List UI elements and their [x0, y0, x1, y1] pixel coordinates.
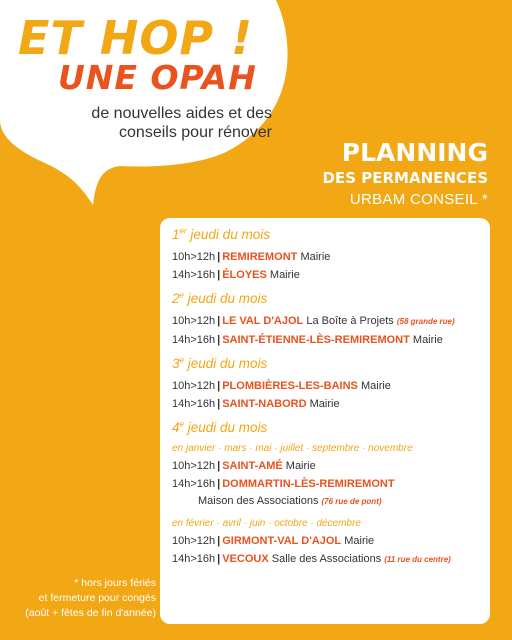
week-heading: 3e jeudi du mois: [172, 355, 268, 371]
permanences-subtitle: DES PERMANENCES: [322, 169, 488, 187]
schedule-row: 10h>12h | GIRMONT-VAL D'AJOL Mairie: [172, 535, 375, 547]
schedule-row: 14h>16h | VECOUX Salle des Associations (11 rue du centre): [172, 553, 451, 565]
months-list: en février · avril · juin · octobre · décembre: [172, 518, 361, 529]
week-heading: 4e jeudi du mois: [172, 419, 268, 435]
schedule-row: 10h>12h | LE VAL D'AJOL La Boîte à Projets (58 grande rue): [172, 315, 455, 327]
headline-line1: ET HOP !: [18, 11, 254, 65]
tagline: de nouvelles aides et des conseils pour rénover: [91, 105, 272, 141]
schedule-row: 14h>16h | ÉLOYES Mairie: [172, 269, 300, 281]
week-heading: 1er jeudi du mois: [172, 226, 270, 242]
organisme-name: URBAM CONSEIL *: [349, 191, 488, 208]
schedule-row: 14h>16h | SAINT-ÉTIENNE-LÈS-REMIREMONT Mairie: [172, 334, 443, 346]
schedule-row: 14h>16h | DOMMARTIN-LÈS-REMIREMONT: [172, 478, 395, 490]
schedule-panel: [160, 218, 490, 624]
footnote: * hors jours fériés et fermeture pour congés (août + fêtes de fin d'année): [25, 577, 156, 619]
schedule-row: 14h>16h | SAINT-NABORD Mairie: [172, 398, 340, 410]
headline-line2: UNE OPAH: [58, 58, 257, 97]
week-heading: 2e jeudi du mois: [172, 290, 268, 306]
months-list: en janvier · mars · mai · juillet · septembre · novembre: [172, 443, 413, 454]
schedule-row-extra: Maison des Associations (76 rue de pont): [198, 495, 382, 507]
schedule-row: 10h>12h | REMIREMONT Mairie: [172, 251, 331, 263]
planning-title: PLANNING: [341, 138, 488, 167]
schedule-row: 10h>12h | SAINT-AMÉ Mairie: [172, 460, 316, 472]
schedule-row: 10h>12h | PLOMBIÈRES-LES-BAINS Mairie: [172, 380, 391, 392]
